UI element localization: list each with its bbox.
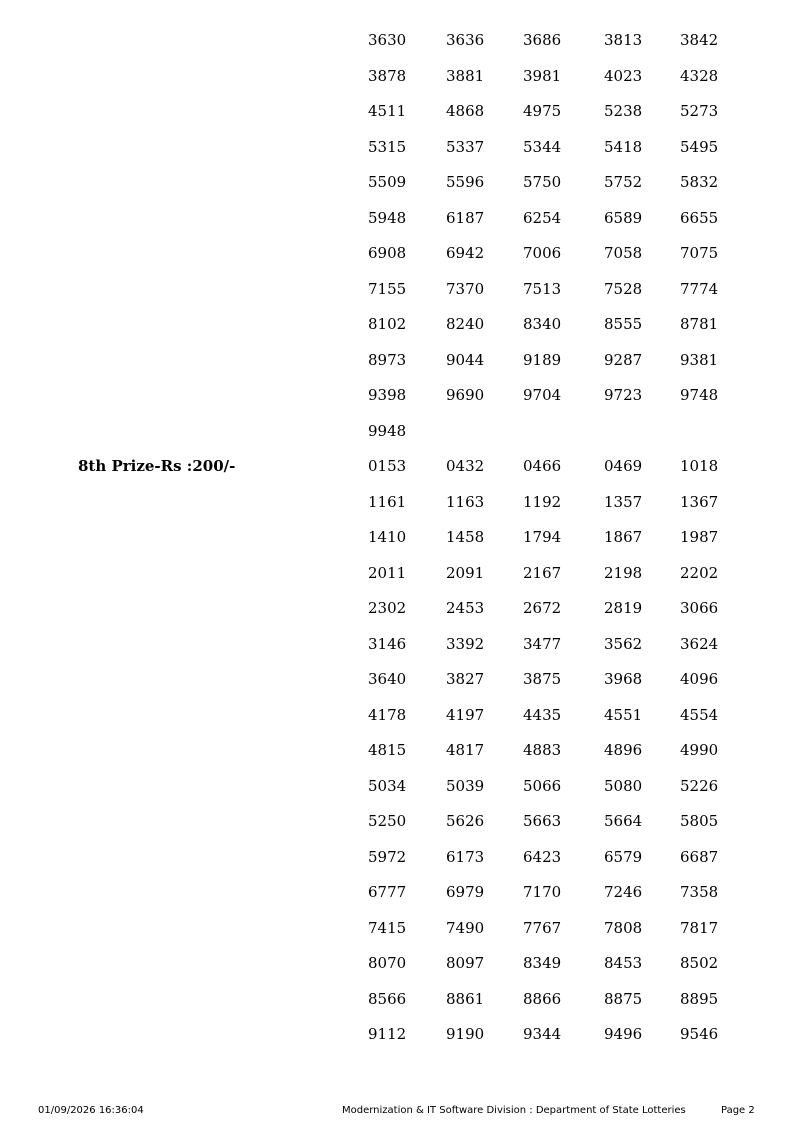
result-row [0,165,800,201]
ticket-number: 7490 [446,918,485,937]
ticket-number: 8973 [368,350,407,369]
ticket-number: 5752 [604,173,643,191]
ticket-number: 8555 [604,315,643,333]
page-number: Page 2 [721,1105,755,1116]
ticket-number: 5805 [680,812,719,830]
ticket-number: 3827 [446,670,485,688]
ticket-number: 6942 [446,244,485,262]
result-row [0,591,800,627]
ticket-number: 3392 [446,634,485,653]
ticket-number: 4178 [368,705,407,724]
result-row [0,627,800,663]
ticket-number: 2672 [523,599,562,617]
ticket-number: 5664 [604,812,643,830]
result-row [0,449,800,485]
ticket-number: 7774 [680,279,719,298]
ticket-number: 4868 [446,102,485,120]
ticket-number: 5663 [523,812,562,830]
ticket-number: 3968 [604,670,643,688]
ticket-number: 3146 [368,634,407,653]
ticket-number: 4815 [368,741,407,759]
result-row [0,769,800,805]
ticket-number: 7513 [523,279,562,298]
print-timestamp: 01/09/2026 16:36:04 [38,1105,144,1116]
ticket-number: 2202 [680,563,719,582]
result-row [0,733,800,769]
ticket-number: 5495 [680,137,719,156]
ticket-number: 5626 [446,812,485,830]
ticket-number: 7358 [680,883,719,901]
ticket-number: 1367 [680,492,719,511]
ticket-number: 6979 [446,883,485,901]
ticket-number: 4990 [680,741,719,759]
result-row [0,520,800,556]
ticket-number: 8102 [368,315,407,333]
ticket-number: 2167 [523,563,562,582]
ticket-number: 1867 [604,528,643,546]
ticket-number: 1357 [604,492,643,511]
result-row [0,840,800,876]
result-row [0,982,800,1018]
ticket-number: 5238 [604,102,643,120]
result-row [0,59,800,95]
ticket-number: 3630 [368,31,407,49]
ticket-number: 7808 [604,918,643,937]
ticket-number: 3640 [368,670,407,688]
ticket-number: 4435 [523,705,562,724]
ticket-number: 3813 [604,31,643,49]
ticket-number: 9344 [523,1025,562,1043]
ticket-number: 8895 [680,989,719,1008]
ticket-number: 5344 [523,137,562,156]
ticket-number: 2011 [368,563,407,582]
ticket-number: 8349 [523,954,562,972]
ticket-number: 2302 [368,599,407,617]
ticket-number: 7075 [680,244,719,262]
result-row [0,662,800,698]
ticket-number: 6423 [523,847,562,866]
ticket-number: 7246 [604,883,643,901]
ticket-number: 5972 [368,847,407,866]
ticket-number: 6187 [446,208,485,227]
ticket-number: 3842 [680,31,719,49]
results-grid [0,23,800,1053]
ticket-number: 5066 [523,776,562,795]
ticket-number: 6777 [368,883,407,901]
ticket-number: 3878 [368,66,407,85]
ticket-number: 9189 [523,350,562,369]
ticket-number: 3624 [680,634,719,653]
ticket-number: 5226 [680,776,719,795]
ticket-number: 9398 [368,386,407,404]
ticket-number: 5250 [368,812,407,830]
ticket-number: 8070 [368,954,407,972]
ticket-number: 4197 [446,705,485,724]
ticket-number: 6908 [368,244,407,262]
result-row [0,201,800,237]
ticket-number: 1794 [523,528,562,546]
result-row [0,911,800,947]
ticket-number: 6173 [446,847,485,866]
result-row [0,804,800,840]
result-row [0,272,800,308]
ticket-number: 5509 [368,173,407,191]
ticket-number: 8866 [523,989,562,1008]
ticket-number: 7415 [368,918,407,937]
ticket-number: 8861 [446,989,485,1008]
result-row [0,414,800,450]
ticket-number: 9690 [446,386,485,404]
result-row [0,875,800,911]
ticket-number: 1410 [368,528,407,546]
ticket-number: 5315 [368,137,407,156]
ticket-number: 7370 [446,279,485,298]
ticket-number: 8875 [604,989,643,1008]
ticket-number: 3686 [523,31,562,49]
ticket-number: 1163 [446,492,485,511]
ticket-number: 4328 [680,66,719,85]
result-row [0,23,800,59]
ticket-number: 9381 [680,350,719,369]
ticket-number: 2453 [446,599,485,617]
ticket-number: 9748 [680,386,719,404]
ticket-number: 6589 [604,208,643,227]
ticket-number: 9723 [604,386,643,404]
ticket-number: 2091 [446,563,485,582]
ticket-number: 4896 [604,741,643,759]
ticket-number: 7528 [604,279,643,298]
ticket-number: 3066 [680,599,719,617]
ticket-number: 1161 [368,492,407,511]
footer-division: Modernization & IT Software Division : Department of State Lotteries [342,1105,686,1116]
ticket-number: 9190 [446,1025,485,1043]
ticket-number: 8240 [446,315,485,333]
ticket-number: 5337 [446,137,485,156]
ticket-number: 0469 [604,457,643,475]
ticket-number: 1987 [680,528,719,546]
ticket-number: 6254 [523,208,562,227]
ticket-number: 2198 [604,563,643,582]
ticket-number: 7817 [680,918,719,937]
ticket-number: 7170 [523,883,562,901]
result-row [0,378,800,414]
result-row [0,236,800,272]
ticket-number: 5596 [446,173,485,191]
ticket-number: 8502 [680,954,719,972]
ticket-number: 3881 [446,66,485,85]
ticket-number: 3636 [446,31,485,49]
ticket-number: 8566 [368,989,407,1008]
ticket-number: 4023 [604,66,643,85]
ticket-number: 9496 [604,1025,643,1043]
ticket-number: 3477 [523,634,562,653]
ticket-number: 0153 [368,457,407,475]
ticket-number: 5750 [523,173,562,191]
ticket-number: 8097 [446,954,485,972]
result-row [0,485,800,521]
ticket-number: 1458 [446,528,485,546]
result-row [0,130,800,166]
ticket-number: 7006 [523,244,562,262]
ticket-number: 4096 [680,670,719,688]
ticket-number: 0466 [523,457,562,475]
ticket-number: 5273 [680,102,719,120]
ticket-number: 5418 [604,137,643,156]
ticket-number: 3562 [604,634,643,653]
ticket-number: 4551 [604,705,643,724]
ticket-number: 7058 [604,244,643,262]
ticket-number: 5034 [368,776,407,795]
result-row [0,1017,800,1053]
result-row [0,343,800,379]
ticket-number: 7767 [523,918,562,937]
ticket-number: 9704 [523,386,562,404]
ticket-number: 6655 [680,208,719,227]
ticket-number: 3875 [523,670,562,688]
ticket-number: 5080 [604,776,643,795]
ticket-number: 9546 [680,1025,719,1043]
ticket-number: 3981 [523,66,562,85]
ticket-number: 4817 [446,741,485,759]
ticket-number: 5039 [446,776,485,795]
ticket-number: 9044 [446,350,485,369]
ticket-number: 4554 [680,705,719,724]
ticket-number: 7155 [368,279,407,298]
ticket-number: 1018 [680,457,719,475]
ticket-number: 1192 [523,492,562,511]
ticket-number: 8781 [680,315,719,333]
ticket-number: 9287 [604,350,643,369]
ticket-number: 6579 [604,847,643,866]
prize-label: 8th Prize-Rs :200/- [78,457,236,475]
ticket-number: 5948 [368,208,407,227]
ticket-number: 6687 [680,847,719,866]
ticket-number: 4883 [523,741,562,759]
ticket-number: 4975 [523,102,562,120]
ticket-number: 8340 [523,315,562,333]
ticket-number: 0432 [446,457,485,475]
result-row [0,307,800,343]
result-row [0,556,800,592]
ticket-number: 8453 [604,954,643,972]
result-row [0,94,800,130]
result-row [0,698,800,734]
result-row [0,946,800,982]
ticket-number: 9112 [368,1025,407,1043]
ticket-number: 9948 [368,421,407,440]
ticket-number: 2819 [604,599,643,617]
ticket-number: 5832 [680,173,719,191]
ticket-number: 4511 [368,102,407,120]
